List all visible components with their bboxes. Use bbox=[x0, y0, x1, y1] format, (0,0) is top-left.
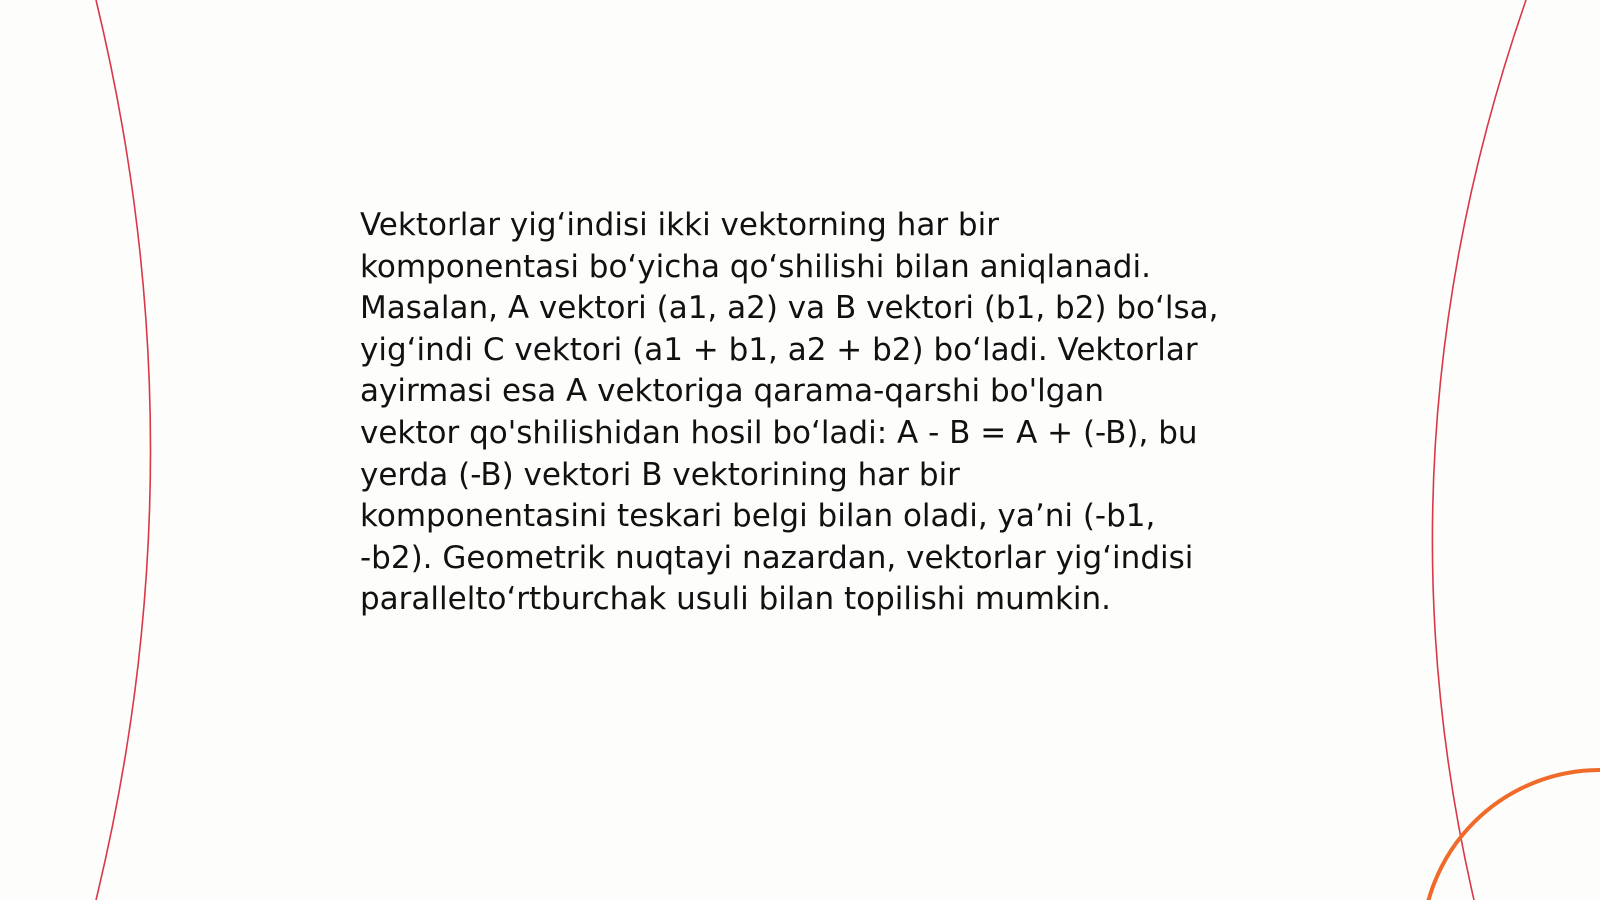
text-line: -b2). Geometrik nuqtayi nazardan, vektorlar yig‘indisi bbox=[360, 539, 1194, 576]
text-line: ayirmasi esa A vektoriga qarama-qarshi bo'lgan bbox=[360, 373, 1105, 410]
right-arc-decoration bbox=[1432, 0, 1526, 900]
left-arc-decoration bbox=[96, 0, 151, 900]
text-line: yig‘indi C vektori (a1 + b1, a2 + b2) bo‘ladi. Vektorlar bbox=[360, 331, 1198, 368]
text-line: komponentasi bo‘yicha qo‘shilishi bilan aniqlanadi. bbox=[360, 248, 1151, 285]
corner-circle-decoration bbox=[1422, 770, 1600, 900]
text-line: yerda (-B) vektori B vektorining har bir bbox=[360, 456, 960, 493]
text-line: Vektorlar yig‘indisi ikki vektorning har bir bbox=[360, 207, 999, 243]
text-line: parallelto‘rtburchak usuli bilan topilishi mumkin. bbox=[360, 581, 1112, 618]
slide-body-text bbox=[360, 205, 1260, 621]
text-line: vektor qo'shilishidan hosil bo‘ladi: A - B = A + (-B), bu bbox=[360, 414, 1198, 451]
text-line: komponentasini teskari belgi bilan oladi, ya’ni (-b1, bbox=[360, 498, 1156, 535]
text-line: Masalan, A vektori (a1, a2) va B vektori (b1, b2) bo‘lsa, bbox=[360, 290, 1219, 327]
